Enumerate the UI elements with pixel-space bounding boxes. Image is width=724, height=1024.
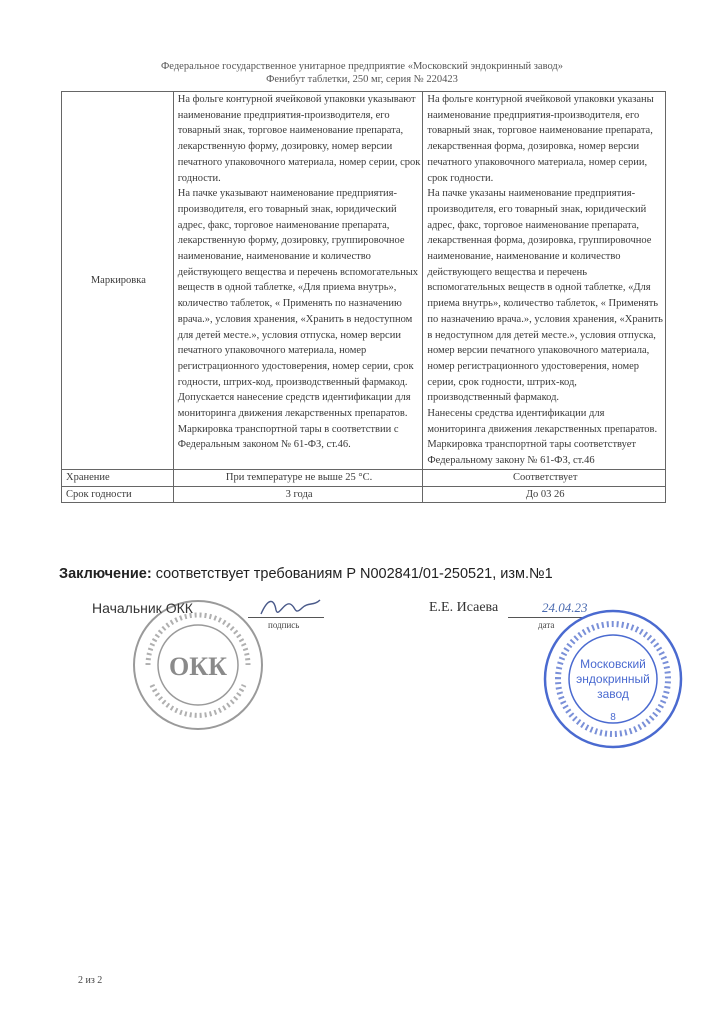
header-product: Фенибут таблетки, 250 мг, серия № 220423	[266, 74, 458, 85]
row-label-marking: Маркировка	[62, 92, 174, 470]
signature-line	[248, 617, 324, 618]
marking-res-paragraph: На фольге контурной ячейковой упаковки указаны наименование предприятия-производителя, его товарный знак, торговое наименование препарата, лекарственная форма, дозировка, номер версии печатного упаковочного материала, номер серии, срок годности.	[427, 94, 654, 184]
factory-stamp-number: 8	[610, 712, 616, 723]
row-label-shelf-life: Срок годности	[62, 486, 174, 503]
marking-res-paragraph: Маркировка транспортной тары соответствует Федеральному закону № 61-ФЗ, ст.46	[427, 439, 637, 467]
factory-stamp-line: эндокринный	[576, 672, 650, 686]
date-caption: дата	[538, 620, 555, 630]
okk-stamp-label: ОКК	[169, 652, 227, 681]
factory-stamp-line: завод	[597, 687, 629, 701]
marking-req-paragraph: На фольге контурной ячейковой упаковки указывают наименование предприятия-производителя, его товарный знак, торговое наименование препарата, лекарственную форму, дозировку, номер версии печатного упаковочного материала, номер серии, срок годности.	[177, 94, 421, 184]
shelf-life-result: До 03 26	[423, 486, 666, 503]
storage-result: Соответствует	[423, 469, 666, 486]
marking-req-paragraph: Допускается нанесение средств идентификации для мониторинга движения лекарственных препаратов.	[177, 392, 411, 420]
storage-requirement: При температуре не выше 25 °С.	[173, 469, 423, 486]
handwritten-date: 24.04.23	[542, 600, 588, 615]
table-row-marking	[62, 92, 666, 470]
row-label-storage: Хранение	[62, 469, 174, 486]
factory-stamp-line: Московский	[580, 657, 646, 671]
okk-stamp	[128, 595, 268, 735]
marking-result-cell	[423, 92, 666, 470]
signatory-name: Е.Е. Исаева	[429, 600, 499, 615]
signatory-role: Начальник ОКК	[92, 600, 193, 616]
marking-res-paragraph: На пачке указаны наименование предприятия-производителя, его товарный знак, юридический адрес, факс, торговое наименование препарата, лекарственная форма, дозировка, группировочное наименование, наименование и количество действующего вещества и перечень вспомогательных веществ в одной таблетке, «Для приема внутрь», количество таблеток, « Применять по назначению врача.», условия хранения, «Хранить в недоступном для детей месте.», условия отпуска, номер версии печатного упаковочного материала, номер регистрационного удостоверения, номер серии, срок годности, штрих-код, производственный фармакод.	[427, 188, 663, 404]
marking-req-paragraph: Маркировка транспортной тары в соответствии с Федеральным законом № 61-ФЗ, ст.46.	[177, 423, 399, 451]
conclusion	[59, 566, 553, 582]
marking-req-paragraph: На пачке указывают наименование предприятия-производителя, его товарный знак, юридический адрес, факс, торговое наименование препарата, лекарственную форму, дозировку, группировочное наименование, наименование и количество действующего вещества и перечень вспомогательных веществ в одной таблетке, «Для приема внутрь», количество таблеток, « Применять по назначению врача.», условия хранения, «Хранить в недоступном для детей месте.», условия отпуска, номер версии печатного упаковочного материала, номер регистрационного удостоверения, номер серии, срок годности, штрих-код, производственный фармакод.	[177, 188, 419, 388]
table-row-shelf-life	[62, 486, 666, 503]
signature-caption: подпись	[268, 620, 300, 630]
shelf-life-requirement: 3 года	[173, 486, 423, 503]
header-organization: Федеральное государственное унитарное предприятие «Московский эндокринный завод»	[161, 61, 563, 72]
page-number: 2 из 2	[78, 975, 103, 986]
conclusion-text: соответствует требованиям Р N002841/01-250521, изм.№1	[155, 566, 553, 582]
document-header	[0, 60, 724, 86]
conclusion-label: Заключение:	[59, 566, 152, 582]
specification-table	[61, 91, 666, 503]
factory-stamp	[540, 606, 686, 752]
marking-requirement-cell	[173, 92, 423, 470]
marking-res-paragraph: Нанесены средства идентификации для мониторинга движения лекарственных препаратов.	[427, 408, 658, 435]
table-row-storage	[62, 469, 666, 486]
